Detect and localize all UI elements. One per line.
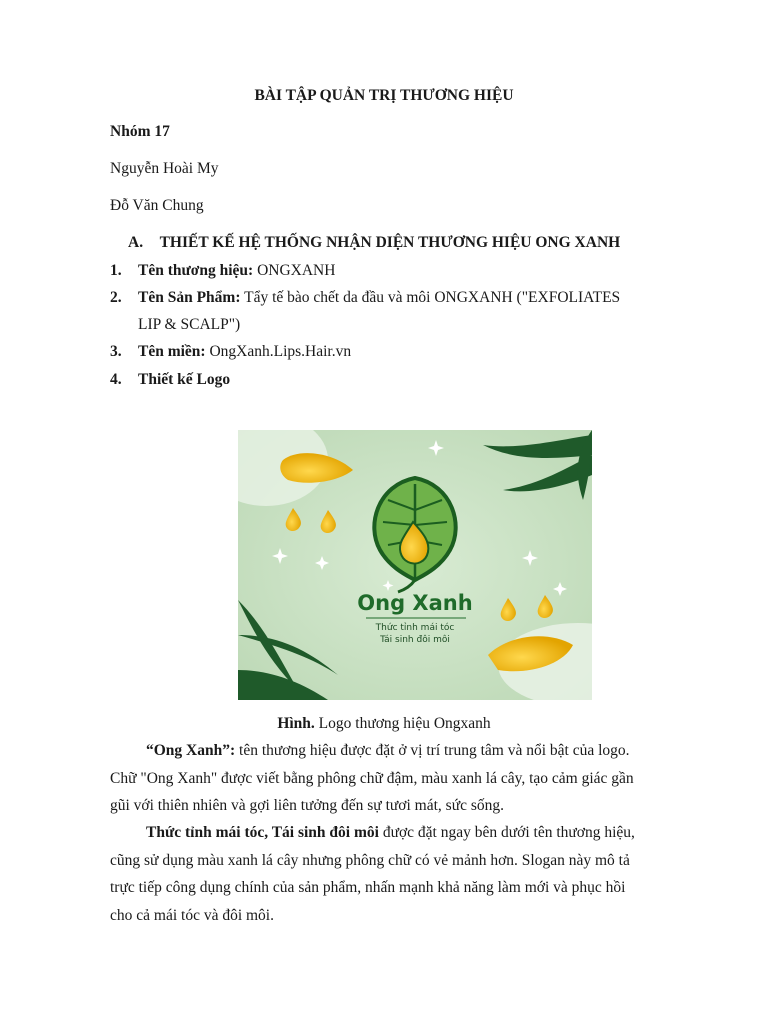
logo-graphic [238,430,592,700]
list-label: Thiết kế Logo [138,371,231,388]
logo-tagline-1: Thức tỉnh mái tóc [375,623,455,633]
paragraph-lead: “Ong Xanh”: [146,742,236,759]
list-item-brand-name [138,262,335,280]
paragraph-line: “Ong Xanh”: tên thương hiệu được đặt ở vị trí trung tâm và nổi bật của logo. [146,742,630,759]
group-name: Nhóm 17 [110,123,170,140]
logo-tagline-2: Tái sinh đôi môi [380,635,450,645]
list-item-domain [138,343,351,361]
list-label: Tên Sản Phẩm: [138,289,241,306]
caption-text: Logo thương hiệu Ongxanh [314,715,491,732]
list-value: OngXanh.Lips.Hair.vn [205,343,352,360]
list-item-product-name-cont: LIP & SCALP") [138,316,241,333]
list-number-1: 1. [110,262,122,279]
list-number-4: 4. [110,371,122,388]
paragraph-line: trực tiếp công dụng chính của sản phẩm, nhấn mạnh khả năng làm mới và phục hồi [110,879,626,896]
section-a-heading [128,234,620,252]
logo-brand-name: Ong Xanh [357,591,473,615]
document-title: BÀI TẬP QUẢN TRỊ THƯƠNG HIỆU [254,87,514,104]
paragraph-slogan [110,819,662,929]
member-2: Đỗ Văn Chung [110,197,204,214]
list-value: Tẩy tế bào chết da đầu và môi ONGXANH ("EXFOLIATES [240,289,621,306]
list-label: Tên thương hiệu: [138,262,254,279]
list-number-2: 2. [110,289,122,306]
paragraph-line: cho cả mái tóc và đôi môi. [110,906,274,924]
caption-label: Hình. [277,715,315,732]
paragraph-brand-name [110,737,662,820]
list-item-product-name [138,289,620,307]
paragraph-line: Thức tỉnh mái tóc, Tái sinh đôi môi được đặt ngay bên dưới tên thương hiệu, [146,824,635,841]
list-value: ONGXANH [253,262,336,279]
paragraph-line: cũng sử dụng màu xanh lá cây nhưng phông chữ có vẻ mảnh hơn. Slogan này mô tả [110,851,630,869]
section-a-title: THIẾT KẾ HỆ THỐNG NHẬN DIỆN THƯƠNG HIỆU ONG XANH [159,234,621,251]
list-number-3: 3. [110,343,122,360]
figure-caption [0,715,768,733]
list-item-logo-design [138,371,230,389]
member-1: Nguyễn Hoài My [110,160,219,177]
section-a-marker: A. [128,234,144,251]
logo-image [238,430,592,700]
paragraph-line: Chữ "Ong Xanh" được viết bằng phông chữ đậm, màu xanh lá cây, tạo cảm giác gần [110,769,634,787]
paragraph-lead: Thức tỉnh mái tóc, Tái sinh đôi môi [146,824,379,841]
list-label: Tên miền: [138,343,206,360]
paragraph-line: gũi với thiên nhiên và gợi liên tưởng đến sự tươi mát, sức sống. [110,797,505,814]
